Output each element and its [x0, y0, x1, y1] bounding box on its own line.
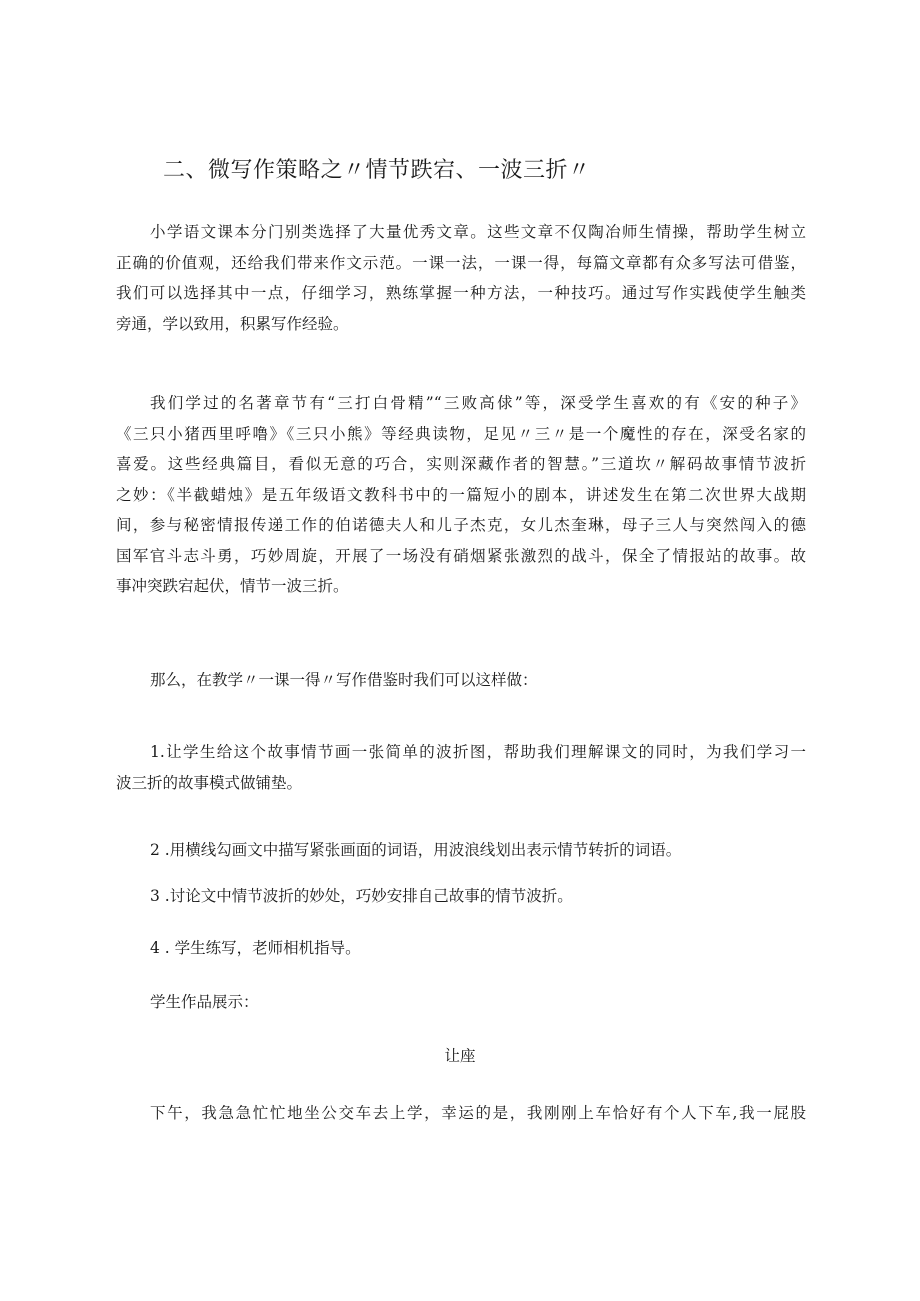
paragraph-line: 正确的价值观，还给我们带来作文示范。一课一法，一课一得，每篇文章都有众多写法可借鉴， [116, 253, 806, 272]
paragraph-line: 小学语文课本分门别类选择了大量优秀文章。这些文章不仅陶冶师生情操，帮助学生树立 [150, 223, 806, 241]
paragraph-line: 《三只小猪西里呼噜》《三只小熊》等经典读物，足见〃三〃是一个魔性的存在，深受名家的 [116, 424, 806, 443]
story-paragraph [116, 1098, 806, 1129]
section-heading: 二、微写作策略之〃情节跌宕、一波三折〃 [163, 158, 591, 183]
paragraph-line: 国军官斗志斗勇，巧妙周旋，开展了一场没有硝烟紧张激烈的战斗，保全了情报站的故事。故 [116, 546, 806, 565]
step-line: 波三折的故事模式做铺垫。 [116, 773, 303, 792]
paragraph-intro [116, 217, 806, 339]
paragraph-line: 间，参与秘密情报传递工作的伯诺德夫人和儿子杰克，女儿杰奎琳，母子三人与突然闯入的德 [116, 516, 806, 534]
paragraph-method-intro: 那么，在教学〃一课一得〃写作借鉴时我们可以这样做： [150, 671, 538, 689]
paragraph-line: 事冲突跌宕起伏，情节一波三折。 [116, 577, 349, 595]
step-4: 4 . 学生练写，老师相机指导。 [150, 939, 361, 957]
paragraph-line: 喜爱。这些经典篇目，看似无意的巧合，实则深藏作者的智慧。”三道坎〃解码故事情节波折 [116, 455, 806, 473]
step-3: 3 .讨论文中情节波折的妙处，巧妙安排自己故事的情节波折。 [150, 887, 573, 905]
story-line: 下午，我急急忙忙地坐公交车去上学，幸运的是，我刚刚上车恰好有个人下车,我一屁股 [150, 1104, 806, 1122]
showcase-label: 学生作品展示： [150, 993, 259, 1011]
paragraph-line: 旁通，学以致用，积累写作经验。 [116, 314, 349, 333]
story-title: 让座 [444, 1047, 476, 1065]
paragraph-line: 之妙：《半截蜡烛》是五年级语文教科书中的一篇短小的剧本，讲述发生在第二次世界大战期 [116, 485, 806, 504]
paragraph-line: 我们可以选择其中一点，仔细学习，熟练掌握一种方法，一种技巧。通过写作实践使学生触类 [116, 284, 806, 302]
paragraph-line: 我们学过的名著章节有“三打白骨精”“三败高俅”等，深受学生喜欢的有《安的种子》 [150, 394, 806, 412]
step-1 [116, 737, 806, 798]
step-line: 1.让学生给这个故事情节画一张简单的波折图，帮助我们理解课文的同时，为我们学习一 [150, 743, 806, 761]
paragraph-examples [116, 388, 806, 602]
step-2: 2 .用横线勾画文中描写紧张画面的词语，用波浪线划出表示情节转折的词语。 [150, 841, 682, 859]
